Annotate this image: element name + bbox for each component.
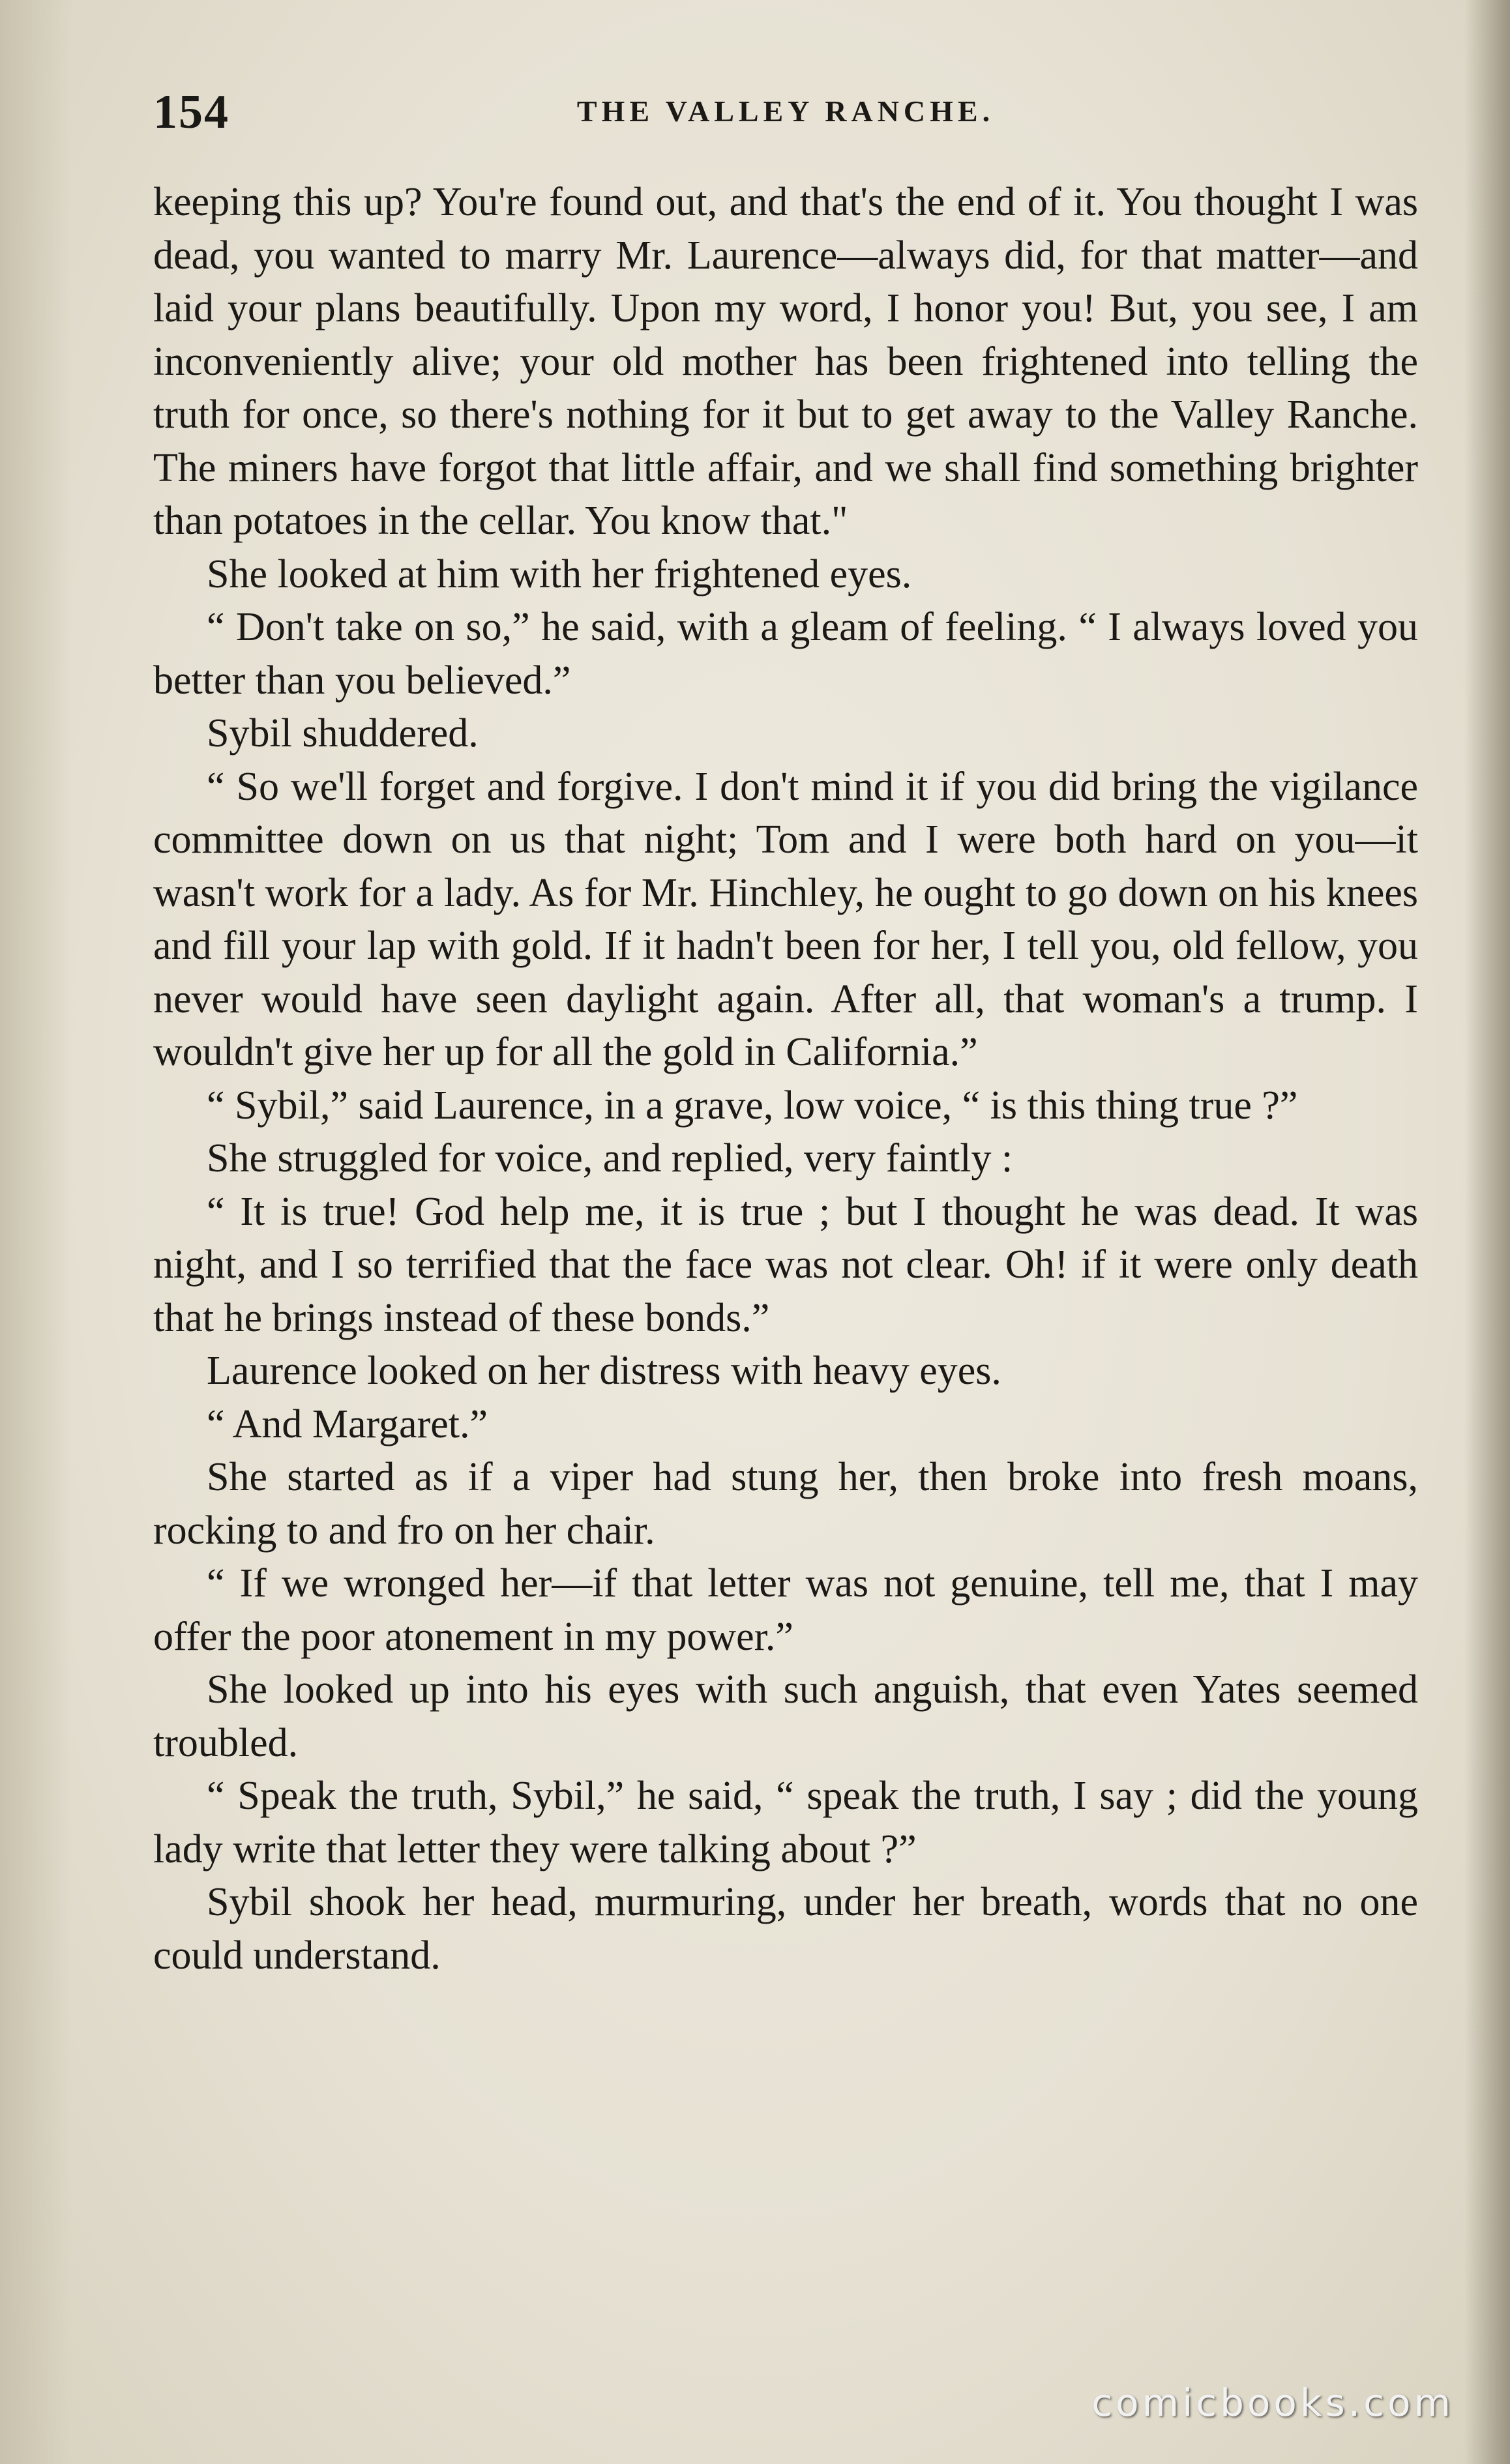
paragraph: keeping this up? You're found out, and that's the end of it. You thought I was dead, you wanted to marry Mr. Laurence—always did, for that matter—and laid your plans beautifully. Upon my word, I honor you! But, you see, I am inconveniently alive; your old mother has been frightened into telling the truth for once, so there's nothing for it but to get away to the Valley Ranche. The miners have forgot that little affair, and we shall find something brighter than potatoes in the cellar. You know that.": [153, 180, 1418, 543]
paragraph: She looked at him with her frightened eyes.: [207, 551, 912, 596]
paragraph: “ Speak the truth, Sybil,” he said, “ speak the truth, I say ; did the young lady write that letter they were talking about ?”: [153, 1774, 1418, 1871]
page-header: [153, 85, 1418, 137]
paragraph: “ Don't take on so,” he said, with a gleam of feeling. “ I always loved you better than you believed.”: [153, 605, 1418, 703]
paragraph: She struggled for voice, and replied, very faintly :: [207, 1136, 1013, 1181]
page-edge-shadow-right: [1464, 0, 1510, 2464]
paragraph: Sybil shuddered.: [207, 711, 479, 755]
body-text: [153, 176, 1418, 1982]
paragraph: Laurence looked on her distress with heavy eyes.: [207, 1349, 1001, 1393]
paragraph: She started as if a viper had stung her, then broke into fresh moans, rocking to and fro on her chair.: [153, 1455, 1418, 1553]
paragraph: “ It is true! God help me, it is true ; but I thought he was dead. It was night, and I so terrified that the face was not clear. Oh! if it were only death that he brings instead of these bonds.”: [153, 1189, 1418, 1340]
page-edge-shadow-left: [0, 0, 72, 2464]
running-head: THE VALLEY RANCHE.: [576, 95, 995, 128]
paragraph: Sybil shook her head, murmuring, under her breath, words that no one could understand.: [153, 1880, 1418, 1978]
watermark: comicbooks.com: [1091, 2381, 1454, 2425]
paragraph: “ So we'll forget and forgive. I don't mind it if you did bring the vigilance committee down on us that night; Tom and I were both hard on you—it wasn't work for a lady. As for Mr. Hinchley, he ought to go down on his knees and fill your lap with gold. If it hadn't been for her, I tell you, old fellow, you never would have seen daylight again. After all, that woman's a trump. I wouldn't give her up for all the gold in California.”: [153, 764, 1418, 1074]
paragraph: She looked up into his eyes with such anguish, that even Yates seemed troubled.: [153, 1667, 1418, 1765]
paragraph: “ If we wronged her—if that letter was not genuine, tell me, that I may offer the poor atonement in my power.”: [153, 1561, 1418, 1659]
page-number: 154: [153, 85, 229, 139]
paragraph: “ And Margaret.”: [207, 1401, 488, 1446]
paragraph: “ Sybil,” said Laurence, in a grave, low voice, “ is this thing true ?”: [207, 1083, 1298, 1128]
